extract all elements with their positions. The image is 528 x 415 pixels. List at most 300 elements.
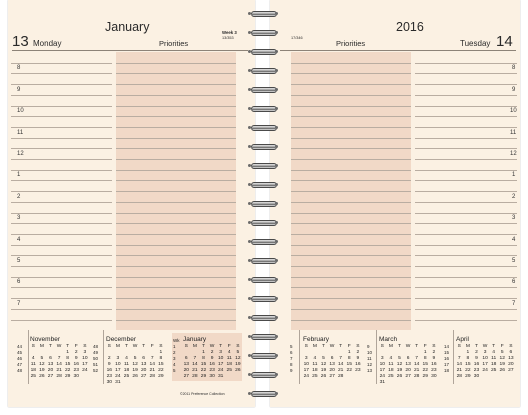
ruled-line xyxy=(116,320,236,321)
calendar-day: 20 xyxy=(405,368,411,373)
weekday-header: T xyxy=(474,344,478,349)
ruled-line xyxy=(291,234,411,235)
weekday-header: T xyxy=(415,344,419,349)
ruled-line xyxy=(116,84,236,85)
calendar-day: 18 xyxy=(226,362,232,367)
calendar-day: 2 xyxy=(74,350,78,355)
weekday-header: F xyxy=(347,344,351,349)
week-number: 9 xyxy=(367,344,370,349)
calendar-day: 4 xyxy=(31,356,35,361)
mini-calendar-title: January xyxy=(183,336,207,343)
ruled-line xyxy=(415,266,517,267)
ruled-line xyxy=(415,116,517,117)
calendar-day: 8 xyxy=(66,356,70,361)
copyright-text: ©2011 Preference Collection xyxy=(180,392,225,396)
ruled-line xyxy=(11,309,112,310)
ruled-line xyxy=(116,277,236,278)
week-number: 11 xyxy=(367,356,372,361)
calendar-day: 28 xyxy=(149,374,155,379)
calendar-day: 6 xyxy=(142,356,146,361)
mini-calendar-title: December xyxy=(106,336,136,343)
calendar-day: 29 xyxy=(422,374,428,379)
binding-ring xyxy=(248,295,278,302)
binding-ring xyxy=(248,200,278,207)
ruled-line xyxy=(291,95,411,96)
calendar-day: 14 xyxy=(337,362,344,367)
mini-calendar-january xyxy=(182,336,242,380)
week-number: 12 xyxy=(367,362,373,367)
mini-cal-sep-4 xyxy=(376,330,377,384)
year-title: 2016 xyxy=(396,20,424,34)
ruled-line xyxy=(291,277,411,278)
ruled-line xyxy=(415,245,517,246)
calendar-day: 15 xyxy=(200,362,207,367)
weekday-header: M xyxy=(115,344,120,349)
calendar-day: 2 xyxy=(475,350,478,355)
calendar-day: 13 xyxy=(329,362,335,367)
ruled-line xyxy=(116,148,236,149)
calendar-day: 22 xyxy=(64,368,71,373)
calendar-day: 22 xyxy=(465,368,471,373)
calendar-day: 12 xyxy=(132,362,138,367)
hour-label: 6 xyxy=(17,279,21,286)
calendar-day: 31 xyxy=(115,380,121,385)
mini-calendar-grid xyxy=(455,344,515,380)
calendar-day: 5 xyxy=(500,350,504,355)
calendar-day xyxy=(498,374,507,380)
ruled-line xyxy=(291,106,411,107)
calendar-day: 1 xyxy=(159,350,163,355)
hour-label: 1 xyxy=(512,172,516,179)
binding-ring xyxy=(248,143,278,150)
calendar-day: 30 xyxy=(473,374,480,379)
weekday-header: T xyxy=(142,344,146,349)
calendar-day xyxy=(354,374,363,380)
ruled-line xyxy=(291,159,411,160)
calendar-day: 20 xyxy=(183,368,190,373)
calendar-day: 28 xyxy=(56,374,62,379)
calendar-day xyxy=(421,380,430,386)
calendar-day: 14 xyxy=(149,362,155,367)
ruled-line xyxy=(291,202,411,203)
ruled-line xyxy=(11,116,112,117)
calendar-day: 10 xyxy=(303,362,310,367)
binding-ring xyxy=(248,333,278,340)
calendar-day: 9 xyxy=(107,362,111,367)
weekday-header: S xyxy=(184,344,188,349)
weekday-header: T xyxy=(397,344,401,349)
calendar-day: 16 xyxy=(209,362,215,367)
weekday-header: F xyxy=(74,344,78,349)
ruled-line xyxy=(11,95,112,96)
calendar-day: 10 xyxy=(82,356,88,361)
calendar-day: 12 xyxy=(499,356,505,361)
ruled-line xyxy=(415,95,517,96)
calendar-day: 2 xyxy=(210,350,214,355)
hour-label: 1 xyxy=(17,172,21,179)
calendar-day: 5 xyxy=(40,356,44,361)
calendar-day: 22 xyxy=(158,368,164,373)
ruled-line xyxy=(116,287,236,288)
calendar-day: 9 xyxy=(74,356,78,361)
mini-calendar-grid xyxy=(182,344,242,380)
ruled-line xyxy=(11,63,112,64)
calendar-day: 7 xyxy=(415,356,419,361)
hour-label: 8 xyxy=(17,65,21,72)
weekday-header: M xyxy=(465,344,470,349)
calendar-day xyxy=(404,380,413,386)
week-number: 50 xyxy=(93,356,99,361)
calendar-day: 2 xyxy=(432,350,436,355)
calendar-day: 18 xyxy=(388,368,394,373)
calendar-day: 24 xyxy=(379,374,386,379)
ruled-line xyxy=(291,223,411,224)
binding-ring xyxy=(248,257,278,264)
calendar-day: 8 xyxy=(347,356,351,361)
calendar-day: 24 xyxy=(303,374,310,379)
mini-calendar-april xyxy=(455,336,515,380)
mini-calendar-february xyxy=(302,336,362,380)
binding-ring xyxy=(248,314,278,321)
ruled-line xyxy=(291,213,411,214)
calendar-day: 8 xyxy=(466,356,470,361)
calendar-day: 6 xyxy=(184,356,188,361)
week-number: 3 xyxy=(173,356,176,361)
day-number-left: 13 xyxy=(12,33,29,50)
calendar-day xyxy=(507,374,516,380)
calendar-day: 21 xyxy=(413,368,420,373)
calendar-day: 19 xyxy=(235,362,241,367)
calendar-day: 13 xyxy=(405,362,411,367)
calendar-day: 21 xyxy=(56,368,62,373)
calendar-day: 17 xyxy=(303,368,310,373)
priorities-label-right: Priorities xyxy=(336,39,366,48)
week-number: 7 xyxy=(290,356,293,361)
calendar-day: 24 xyxy=(217,368,224,373)
ruled-line xyxy=(116,298,236,299)
ruled-line xyxy=(116,213,236,214)
calendar-day: 10 xyxy=(217,356,224,361)
binding-ring xyxy=(248,238,278,245)
weekday-header: S xyxy=(509,344,513,349)
day-name-left: Monday xyxy=(33,39,62,48)
week-number: 44 xyxy=(17,344,23,349)
calendar-day: 14 xyxy=(456,362,463,367)
hour-label: 7 xyxy=(17,300,21,307)
calendar-day: 5 xyxy=(322,356,325,361)
calendar-day: 16 xyxy=(431,362,437,367)
calendar-day: 18 xyxy=(30,368,37,373)
ruled-line xyxy=(415,191,517,192)
calendar-day: 17 xyxy=(82,362,88,367)
calendar-day: 25 xyxy=(123,374,130,379)
weekday-header: S xyxy=(380,344,384,349)
weekday-header: T xyxy=(492,344,496,349)
calendar-day: 27 xyxy=(508,368,514,373)
calendar-day: 16 xyxy=(73,362,79,367)
calendar-day: 7 xyxy=(457,356,461,361)
month-title: January xyxy=(105,20,150,34)
ruled-line xyxy=(116,223,236,224)
mini-calendar-title: April xyxy=(456,336,470,343)
ruled-line xyxy=(415,159,517,160)
ruled-line xyxy=(11,245,112,246)
weekday-header: W xyxy=(132,344,138,349)
calendar-day: 9 xyxy=(432,356,436,361)
calendar-day: 22 xyxy=(346,368,352,373)
ruled-line xyxy=(11,287,112,288)
calendar-day xyxy=(234,374,243,380)
mini-calendar-december xyxy=(105,336,165,386)
binding-ring xyxy=(248,219,278,226)
mini-calendar-grid xyxy=(29,344,89,380)
calendar-day: 27 xyxy=(183,374,190,379)
ruled-line xyxy=(11,320,112,321)
calendar-day: 19 xyxy=(499,362,505,367)
calendar-day: 14 xyxy=(56,362,62,367)
calendar-day: 17 xyxy=(217,362,224,367)
weekday-header: S xyxy=(356,344,360,349)
calendar-day: 30 xyxy=(106,380,113,385)
calendar-day: 12 xyxy=(235,356,241,361)
mini-cal-sep-2 xyxy=(103,330,104,384)
binding-ring xyxy=(248,371,278,378)
calendar-day: 26 xyxy=(320,374,327,379)
ruled-line xyxy=(116,106,236,107)
calendar-day: 16 xyxy=(106,368,113,373)
calendar-day: 23 xyxy=(209,368,215,373)
calendar-day: 17 xyxy=(482,362,488,367)
ruled-line xyxy=(291,320,411,321)
week-number: 45 xyxy=(17,350,23,355)
calendar-day: 8 xyxy=(159,356,163,361)
calendar-day: 6 xyxy=(330,356,334,361)
day-number-right: 14 xyxy=(496,33,513,50)
weekday-header: T xyxy=(339,344,343,349)
calendar-day xyxy=(481,374,490,380)
spiral-binding xyxy=(248,0,278,407)
ruled-line xyxy=(116,309,236,310)
calendar-day: 3 xyxy=(483,350,487,355)
ruled-line xyxy=(291,298,411,299)
hour-label: 9 xyxy=(512,86,516,93)
ruled-line xyxy=(11,223,112,224)
calendar-day: 26 xyxy=(235,368,241,373)
ruled-line xyxy=(415,138,517,139)
calendar-day: 10 xyxy=(379,362,386,367)
calendar-day: 9 xyxy=(356,356,360,361)
calendar-day: 3 xyxy=(116,356,120,361)
weekday-header: T xyxy=(66,344,70,349)
ruled-line xyxy=(415,73,517,74)
weekday-header: S xyxy=(457,344,461,349)
binding-ring xyxy=(248,10,278,17)
calendar-day: 1 xyxy=(347,350,351,355)
ruled-line xyxy=(116,234,236,235)
calendar-day: 21 xyxy=(456,368,463,373)
ruled-line xyxy=(291,84,411,85)
binding-ring xyxy=(248,162,278,169)
ruled-line xyxy=(11,234,112,235)
ruled-line xyxy=(116,202,236,203)
hour-label: 12 xyxy=(510,151,517,157)
calendar-day: 30 xyxy=(73,374,79,379)
mini-calendar-grid xyxy=(302,344,362,380)
calendar-day: 6 xyxy=(509,350,513,355)
mini-calendar-grid xyxy=(378,344,438,386)
week-number: 48 xyxy=(93,344,99,349)
calendar-day: 28 xyxy=(413,374,420,379)
week-number: 4 xyxy=(173,362,176,367)
calendar-day: 22 xyxy=(422,368,428,373)
calendar-day: 15 xyxy=(158,362,164,367)
calendar-day: 28 xyxy=(192,374,198,379)
hour-label: 2 xyxy=(512,193,516,200)
ruled-line xyxy=(415,202,517,203)
ruled-line xyxy=(291,255,411,256)
priority-lines-right xyxy=(291,52,411,330)
calendar-day: 7 xyxy=(193,356,197,361)
ruled-line xyxy=(11,106,112,107)
ruled-line xyxy=(116,73,236,74)
calendar-day: 7 xyxy=(150,356,154,361)
calendar-day: 4 xyxy=(389,356,393,361)
weekday-header: M xyxy=(388,344,393,349)
ruled-line xyxy=(11,159,112,160)
hour-label: 11 xyxy=(510,129,517,136)
ruled-line xyxy=(415,106,517,107)
week-number: 15 xyxy=(444,350,450,355)
calendar-day: 10 xyxy=(482,356,488,361)
week-number: 52 xyxy=(93,368,99,373)
ruled-line xyxy=(291,63,411,64)
ruled-line xyxy=(291,148,411,149)
calendar-day: 27 xyxy=(140,374,147,379)
hour-label: 5 xyxy=(512,258,516,264)
binding-ring xyxy=(248,124,278,131)
week-number: 5 xyxy=(173,368,176,373)
calendar-day: 4 xyxy=(125,356,128,361)
calendar-day: 1 xyxy=(466,350,470,355)
hour-label: 7 xyxy=(512,300,516,307)
mini-calendar-november xyxy=(29,336,89,380)
ruled-line xyxy=(291,116,411,117)
hour-label: 12 xyxy=(17,151,24,157)
calendar-day: 30 xyxy=(209,374,215,379)
ruled-line xyxy=(415,277,517,278)
ruled-line xyxy=(415,170,517,171)
ruled-line xyxy=(415,84,517,85)
ruled-line xyxy=(291,170,411,171)
weekday-header: S xyxy=(107,344,111,349)
week-number: 8 xyxy=(290,362,293,367)
ruled-line xyxy=(291,309,411,310)
calendar-day: 29 xyxy=(200,374,207,379)
week-number: 46 xyxy=(17,356,23,361)
mini-calendar-title: February xyxy=(303,336,330,343)
ruled-line xyxy=(415,298,517,299)
calendar-day: 24 xyxy=(115,374,121,379)
binding-ring xyxy=(248,67,278,74)
calendar-day: 26 xyxy=(132,374,138,379)
ruled-line xyxy=(415,213,517,214)
weekday-header: F xyxy=(500,344,504,349)
calendar-day xyxy=(148,380,157,386)
calendar-day: 22 xyxy=(200,368,207,373)
weekday-header: S xyxy=(236,344,240,349)
calendar-day: 14 xyxy=(192,362,198,367)
weekday-header: F xyxy=(227,344,231,349)
calendar-day: 6 xyxy=(406,356,410,361)
weekday-header: S xyxy=(432,344,436,349)
weekday-header: T xyxy=(48,344,52,349)
ruled-line xyxy=(11,277,112,278)
calendar-day: 18 xyxy=(312,368,318,373)
ruled-line xyxy=(415,287,517,288)
calendar-day: 15 xyxy=(422,362,428,367)
calendar-day: 20 xyxy=(508,362,514,367)
calendar-day xyxy=(122,380,131,386)
mini-calendar-title: March xyxy=(379,336,398,343)
week-number: 49 xyxy=(93,350,99,355)
ruled-line xyxy=(11,202,112,203)
calendar-day: 21 xyxy=(337,368,344,373)
week-number: 13 xyxy=(367,368,373,373)
ruled-line xyxy=(11,148,112,149)
ruled-line xyxy=(11,138,112,139)
calendar-day: 18 xyxy=(123,368,130,373)
calendar-day: 3 xyxy=(380,356,384,361)
ruled-line xyxy=(415,63,517,64)
ruled-line xyxy=(415,180,517,181)
calendar-day: 15 xyxy=(346,362,352,367)
calendar-day: 1 xyxy=(423,350,427,355)
ruled-line xyxy=(116,255,236,256)
calendar-day: 25 xyxy=(312,374,318,379)
calendar-day: 23 xyxy=(355,368,361,373)
binding-ring xyxy=(248,29,278,36)
weekday-header: M xyxy=(192,344,197,349)
calendar-day xyxy=(157,380,166,386)
hour-label: 3 xyxy=(512,215,516,222)
calendar-day: 1 xyxy=(66,350,70,355)
week-number: 16 xyxy=(444,356,450,361)
calendar-day: 1 xyxy=(202,350,205,355)
calendar-day: 11 xyxy=(30,362,36,367)
priorities-label-left: Priorities xyxy=(159,39,189,48)
hour-label: 4 xyxy=(17,236,21,243)
calendar-day: 25 xyxy=(30,374,37,379)
calendar-day: 12 xyxy=(320,362,327,367)
calendar-day xyxy=(139,380,148,386)
mini-calendar-march xyxy=(378,336,438,386)
calendar-day: 11 xyxy=(491,356,497,361)
ruled-line xyxy=(11,266,112,267)
calendar-day: 13 xyxy=(508,356,514,361)
week-numbers-april xyxy=(444,344,449,374)
week-numbers-january xyxy=(173,338,180,374)
calendar-day xyxy=(131,380,140,386)
calendar-day: 30 xyxy=(431,374,437,379)
calendar-day: 7 xyxy=(57,356,61,361)
week-number: 48 xyxy=(17,368,23,373)
calendar-day: 12 xyxy=(39,362,45,367)
ruled-line xyxy=(291,73,411,74)
calendar-day: 10 xyxy=(115,362,121,367)
hour-label: 9 xyxy=(17,86,21,93)
week-column-label: Wk xyxy=(173,338,180,343)
calendar-day: 29 xyxy=(158,374,164,379)
